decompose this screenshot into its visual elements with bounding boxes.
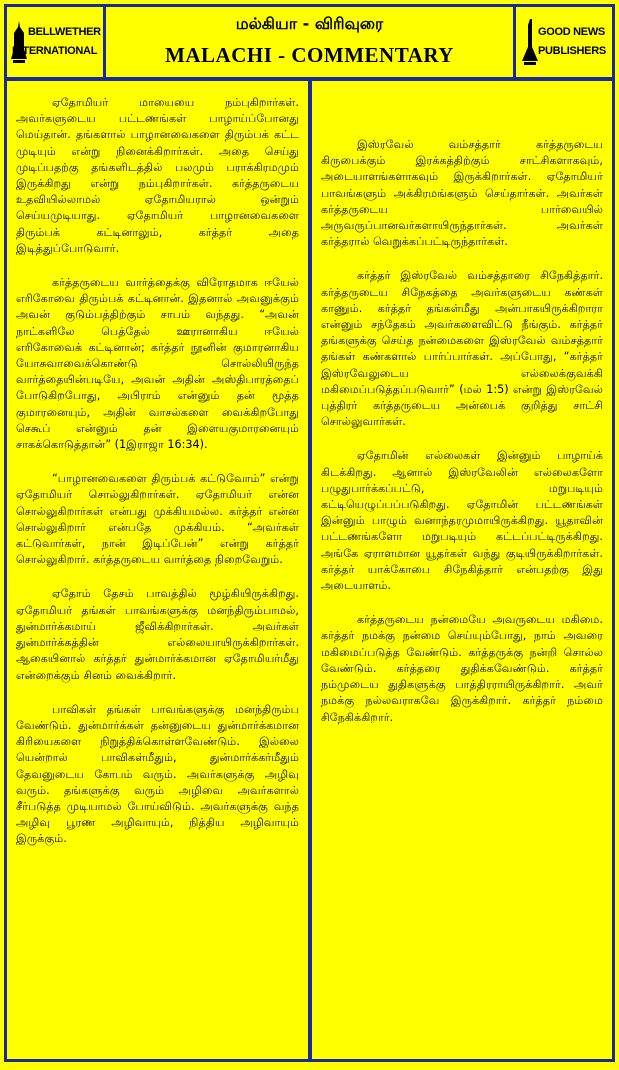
header <box>7 7 612 81</box>
paragraph: ஏதோமியர் மாயையை நம்புகிறார்கள். அவர்களுடைய பட்டணங்கள் பாழாய்ப்போனது மெய்தான். தங்களால் பாழானவைகளை திரும்பக் கட்ட முடியும் என்று நினைக்கிறார்கள். அதை செய்து முடிப்பதற்கு தங்களிடத்தில் பலமும் பராக்கிரமமும் இருக்கிறது என்று நம்புகிறார்கள். கர்த்தருடைய உதவியில்லாமல் ஏதோமியரால் ஒன்றும் செய்யமுடியாது. ஏதோமியர் பாழானவைகளை திரும்பக் கட்டினாலும், கர்த்தர் அதை இடித்துப்போடுவார். <box>16 96 299 255</box>
paragraph: கர்த்தருடைய நன்மையே அவருடைய மகிமை. கர்த்தர் நமக்கு நன்மை செய்யும்போது, நாம் அவரை மகிமைப்படுத்த வேண்டும். கர்த்தருக்கு நன்றி சொல்ல வேண்டும். கர்த்தரை துதிக்கவேண்டும். கர்த்தர் நம்முடைய துதிகளுக்கு பாத்திரராயிருக்கிறார். அவர் நமக்கு நல்லவராகவே இருக்கிறார். கர்த்தர் நம்மை சிநேகிக்கிறார். <box>321 613 603 724</box>
title-tamil: மல்கியா - விரிவுரை <box>235 14 384 33</box>
right-column <box>312 81 612 1059</box>
paragraph: கர்த்தர் இஸ்ரவேல் வம்சத்தாரை சிநேகித்தார். கர்த்தருடைய சிநேகத்தை அவர்களுடைய கண்கள் காணும். கர்த்தர் தங்கள்மீது அன்பாகயிருக்கிறாரா என்னும் சந்தேகம் அவர்களைவிட்டு நீங்கும். கர்த்தர் தங்களுக்கு செய்த நன்மைகளை இஸ்ரவேல் வம்சத்தார் தங்கள் கண்களால் பார்ப்பார்கள். அப்போது, “கர்த்தர் இஸ்ரவேலுடைய எல்லைக்குவக்கி மகிமைப்படுத்தப்படுவார்” (மல் 1:5) என்று இஸ்ரவேல் புத்திரர் கர்த்தருடைய அன்பைக் குறித்து சாட்சி சொல்லுவார்கள். <box>321 269 603 429</box>
logo-line-1: BELLWETHER <box>28 26 101 38</box>
bellwether-logo <box>7 7 106 77</box>
paragraph: கர்த்தருடைய வார்த்தைக்கு விரோதமாக ஈயேல் எரிகோவை திரும்பக் கட்டினான். இதனால் அவனுக்கும் அவன் குடும்பத்திற்கும் சாபம் வந்தது. “அவன் நாட்களிலே பெத்தேல் ஊரானாகிய ஈயேல் எரிகோவைக் கட்டினான்; கர்த்தர் நூனின் குமாரனாகிய யோசுவாவைக்கொண்டு சொல்லியிருந்த வார்த்தையின்படியே, அவன் அதின் அஸ்திபாரத்தைப் போடுகிறபோது, அபிராம் என்னும் தன் மூத்த குமாரனையும், அதின் வாசல்களை வைக்கிறபோது செகூப் என்னும் தன் இளையகுமாரனையும் சாகக்கொடுத்தான்” (1இராஜா 16:34). <box>16 276 299 452</box>
trumpet-icon <box>520 19 538 69</box>
logo-line-2: PUBLISHERS <box>538 45 606 57</box>
page-frame <box>4 4 615 1062</box>
logo-line-1: GOOD NEWS <box>538 26 605 38</box>
paragraph: பாவிகள் தங்கள் பாவங்களுக்கு மனந்திரும்ப வேண்டும். துன்மார்க்கள் தன்னுடைய துன்மார்க்கமான கிரியைகளை நிறுத்திக்கொள்ளவேண்டும். இல்லை யென்றால் பாவிகள்மீதும், துன்மார்க்கர்மீதும் தேவனுடைய கோபம் வரும். அவர்களுக்கு அழிவு வரும். தங்களுக்கு வரும் அழிவை அவர்களால் சீர்படுத்த முடியாமல் போய்விடும். அவர்களுக்கு வந்த அழிவு பூரண அழிவாயும், நித்திய அழிவாயும் இருக்கும். <box>16 702 299 846</box>
title-english: MALACHI - COMMENTARY <box>165 43 454 67</box>
good-news-logo <box>513 7 612 77</box>
paragraph: ஏதோமின் எல்லைகள் இன்னும் பாழாய்க் கிடக்கிறது. ஆனால் இஸ்ரவேலின் எல்லைகளோ பழுதுபார்க்கப்பட்டு, மறுபடியும் கட்டியெழுப்பப்படுகிறது. ஏதோமின் பட்டணங்கள் இன்னும் பாழும் வனாந்தரமுமாயிருக்கிறது. யூதாவின் பட்டணங்களோ மறுபடியும் கட்டப்பட்டிருக்கிறது. அங்கே ஏராளமான யூதர்கள் வந்து குடியிருக்கிறார்கள். கர்த்தர் யாக்கோபை சிநேகித்தார் என்பதற்கு இது அடையாளம். <box>321 449 603 593</box>
left-column <box>7 81 312 1059</box>
paragraph: ஏதோம் தேசம் பாவத்தில் மூழ்கியிருக்கிறது. ஏதோமியர் தங்கள் பாவங்களுக்கு மனந்திரும்பாமல், துன்மார்க்கமாய் ஜீவிக்கிறார்கள். அவர்கள் துன்மார்க்கத்தின் எல்லையாயிருக்கிறார்கள். ஆகையினால் கர்த்தர் துன்மார்க்கமான ஏதோமியர்மீது என்றைக்கும் சினம் வைக்கிறார். <box>16 587 299 682</box>
title-block <box>109 7 510 77</box>
logo-line-2: INTERNATIONAL <box>12 45 98 57</box>
paragraph: இஸ்ரவேல் வம்சத்தார் கர்த்தருடைய கிருபைக்கும் இரக்கத்திற்கும் சாட்சிகளாகவும், அடையாளங்களாகவும் இருக்கிறார்கள். ஏதோமியர் பாவங்களும் அக்கிரமங்களும் செய்தார்கள். அவர்கள் கர்த்தருடைய பார்வையில் அருவருப்பானவர்களாயிருந்தார்கள். அவர்கள் கர்த்தரால் வெறுக்கப்பட்டிருந்தார்கள். <box>321 138 603 249</box>
paragraph: “பாழானவைகளை திரும்பக் கட்டுவோம்” என்று ஏதோமியர் சொல்லுகிறார்கள். ஏதோமியர் என்ன சொல்லுகிறார்கள் என்பது முக்கியமல்ல. கர்த்தர் என்ன சொல்லுகிறார் என்பதே முக்கியம். “அவர்கள் கட்டுவார்கள், நான் இடிப்பேன்” என்று கர்த்தர் சொல்லுகிறார். கர்த்தருடைய வார்த்தை நிறைவேறும். <box>16 472 299 567</box>
